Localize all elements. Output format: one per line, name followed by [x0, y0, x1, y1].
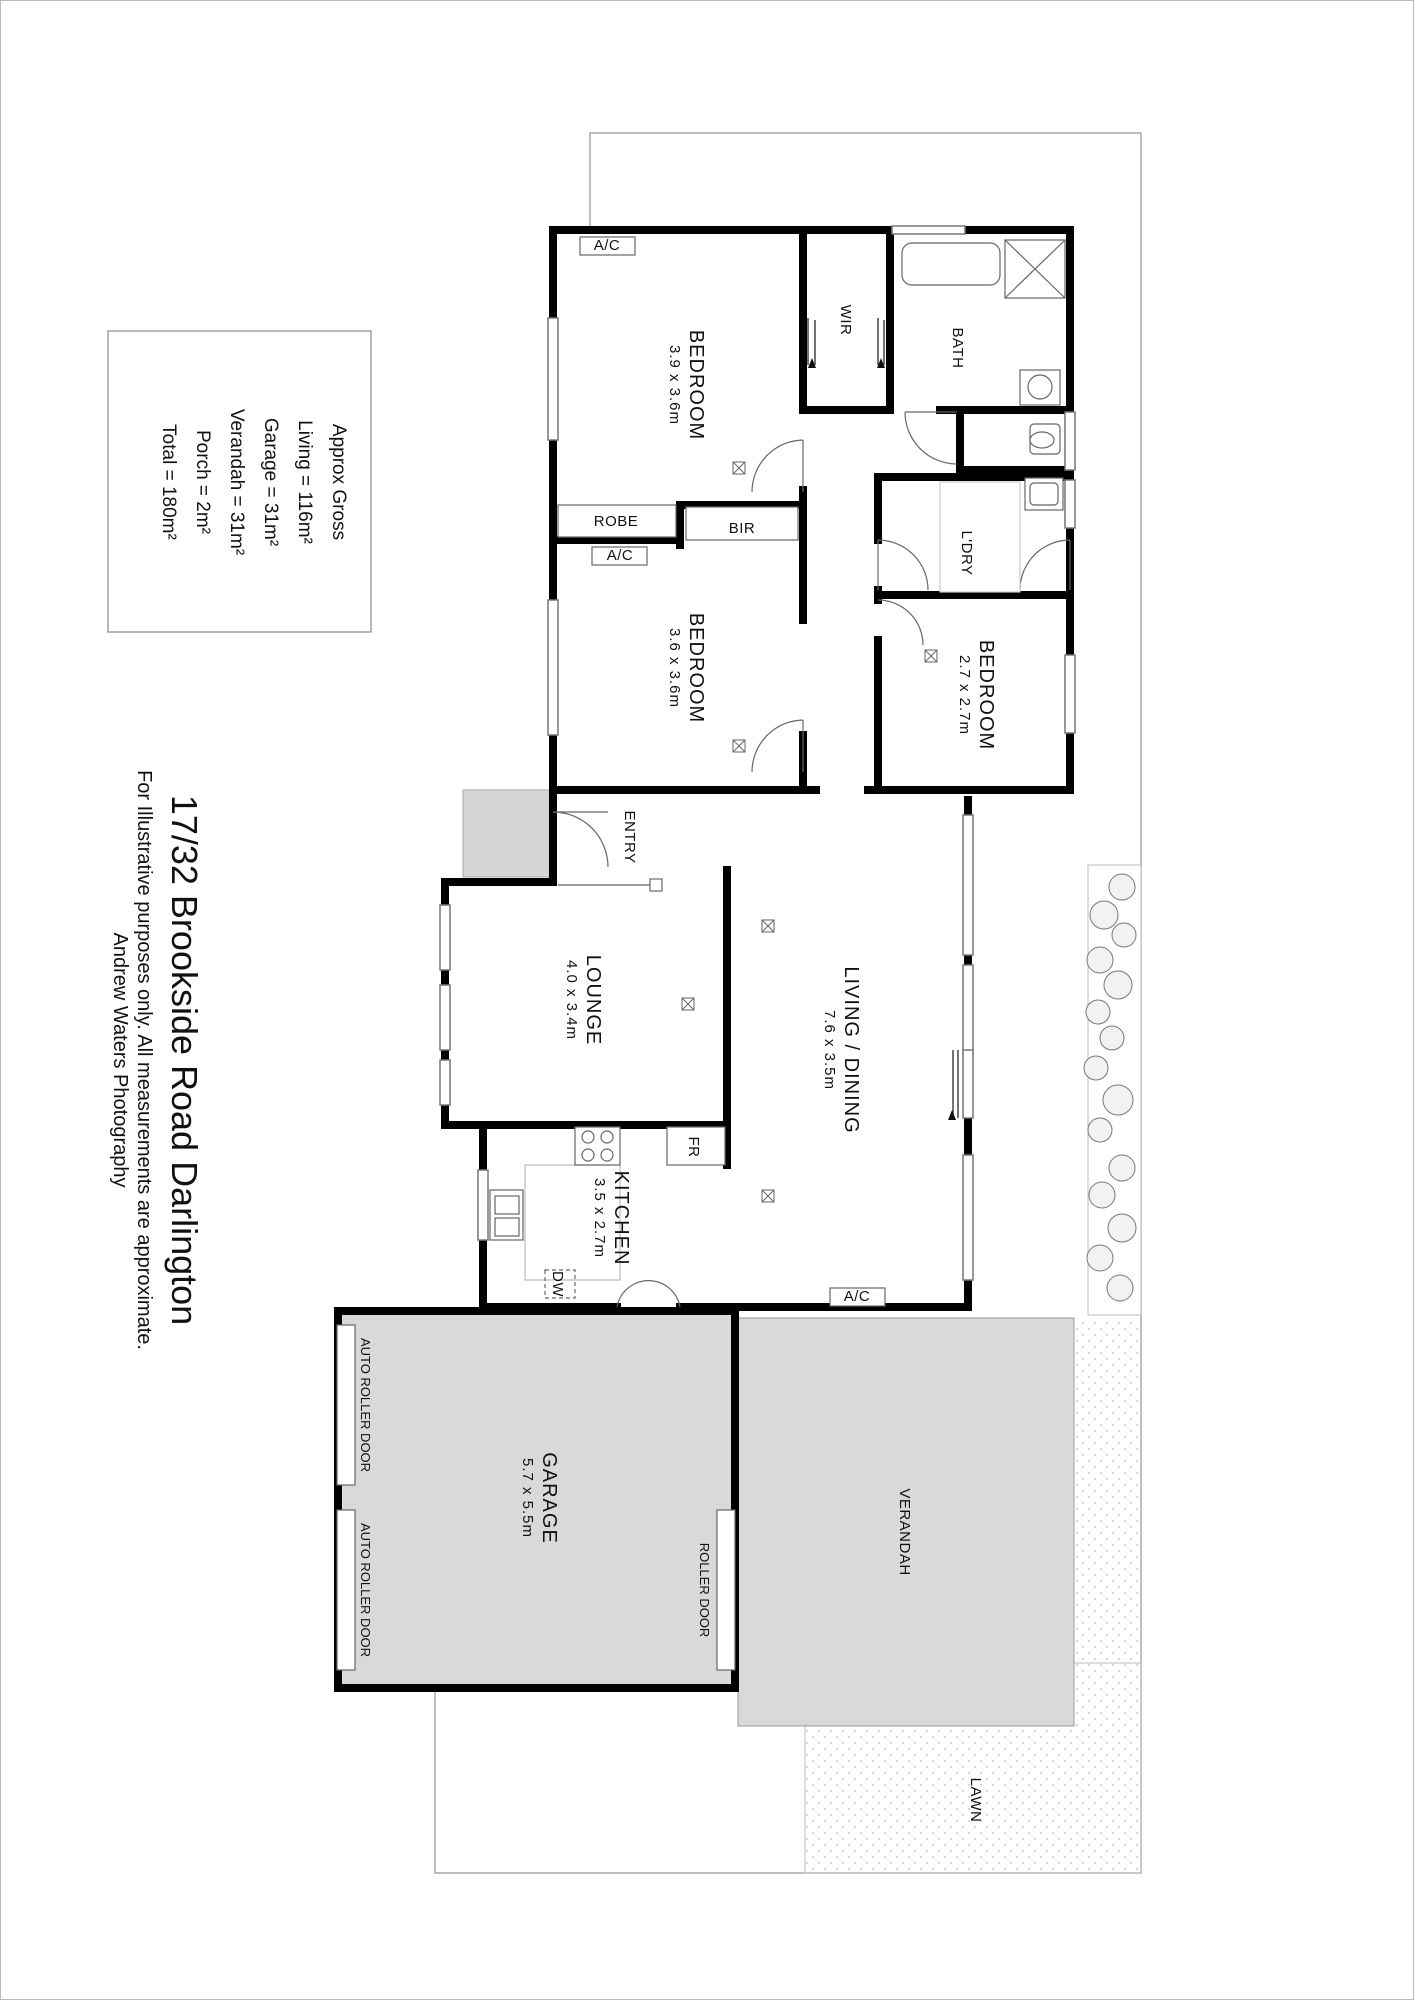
- svg-text:7.6 x 3.5m: 7.6 x 3.5m: [821, 1009, 838, 1091]
- svg-text:BATH: BATH: [949, 327, 966, 369]
- page-title: 17/32 Brookside Road Darlington: [164, 794, 205, 1326]
- area-line-verandah: Verandah = 31m²: [226, 408, 247, 556]
- roller-door-label: [697, 1543, 712, 1638]
- porch: [463, 790, 551, 877]
- svg-text:LAWN: LAWN: [967, 1777, 984, 1823]
- area-line-living: Living = 116m²: [294, 420, 315, 544]
- svg-text:AUTO ROLLER DOOR: AUTO ROLLER DOOR: [358, 1337, 373, 1473]
- bath-label: [949, 328, 966, 369]
- svg-text:5.7 x 5.5m: 5.7 x 5.5m: [519, 1457, 536, 1539]
- garden-bed: [1084, 865, 1141, 1315]
- area-line-porch: Porch = 2m²: [192, 429, 213, 535]
- svg-text:4.0 x 3.4m: 4.0 x 3.4m: [563, 959, 580, 1041]
- bir-label: BIR: [728, 520, 756, 537]
- page-border: [1, 1, 1414, 2000]
- svg-text:L'DRY: L'DRY: [958, 530, 975, 576]
- kitchen-label: [591, 1171, 632, 1266]
- sliding-doors: [808, 318, 958, 1118]
- svg-text:KITCHEN: KITCHEN: [610, 1170, 632, 1266]
- ac-label-1: A/C: [593, 237, 621, 254]
- lounge-label: [563, 955, 604, 1045]
- wir-label: [837, 305, 854, 336]
- entry-label: [621, 810, 638, 863]
- dishwasher-label: [549, 1271, 566, 1297]
- bedroom-3-label: [956, 640, 997, 750]
- living-dining-label: [821, 966, 862, 1133]
- light-fittings: [682, 462, 937, 1202]
- robe-label: ROBE: [593, 513, 639, 530]
- title-block: [109, 770, 205, 1350]
- svg-text:DW: DW: [549, 1271, 566, 1297]
- svg-text:BEDROOM: BEDROOM: [975, 639, 997, 751]
- svg-text:3.9 x 3.6m: 3.9 x 3.6m: [666, 344, 683, 426]
- svg-text:3.6 x 3.6m: 3.6 x 3.6m: [666, 627, 683, 709]
- disclaimer: For Illustrative purposes only. All measurements are approximate.: [133, 770, 155, 1350]
- garage-label: [519, 1452, 560, 1544]
- svg-text:VERANDAH: VERANDAH: [896, 1488, 913, 1576]
- ac-label-3: A/C: [843, 1288, 871, 1305]
- lawn-label: [967, 1778, 984, 1823]
- svg-text:3.5 x 2.7m: 3.5 x 2.7m: [591, 1177, 608, 1259]
- side-lawn-strip: [1075, 1318, 1141, 1663]
- svg-text:FR: FR: [685, 1136, 702, 1158]
- area-line-total: Total = 180m²: [158, 424, 179, 540]
- fridge-label: [685, 1137, 702, 1158]
- svg-text:2.7 x 2.7m: 2.7 x 2.7m: [956, 654, 973, 736]
- svg-text:LIVING / DINING: LIVING / DINING: [840, 966, 862, 1134]
- svg-text:GARAGE: GARAGE: [538, 1452, 560, 1544]
- bedroom-2-label: [666, 613, 707, 723]
- svg-text:AUTO ROLLER DOOR: AUTO ROLLER DOOR: [358, 1522, 373, 1658]
- area-line-garage: Garage = 31m²: [260, 417, 281, 547]
- svg-text:ROLLER DOOR: ROLLER DOOR: [697, 1542, 712, 1638]
- svg-text:WIR: WIR: [837, 304, 854, 336]
- laundry-label: [958, 530, 975, 575]
- svg-text:LOUNGE: LOUNGE: [582, 954, 604, 1046]
- credit: Andrew Waters Photography: [109, 932, 131, 1188]
- svg-text:BEDROOM: BEDROOM: [685, 612, 707, 724]
- auto-roller-door-label-1: [358, 1338, 373, 1472]
- ac-label-2: A/C: [606, 547, 634, 564]
- area-heading: Approx Gross: [328, 423, 349, 541]
- verandah-label: [896, 1488, 913, 1575]
- svg-text:ENTRY: ENTRY: [621, 810, 638, 864]
- svg-text:BEDROOM: BEDROOM: [685, 329, 707, 441]
- auto-roller-door-label-2: [358, 1523, 373, 1657]
- bedroom-1-label: [666, 330, 707, 440]
